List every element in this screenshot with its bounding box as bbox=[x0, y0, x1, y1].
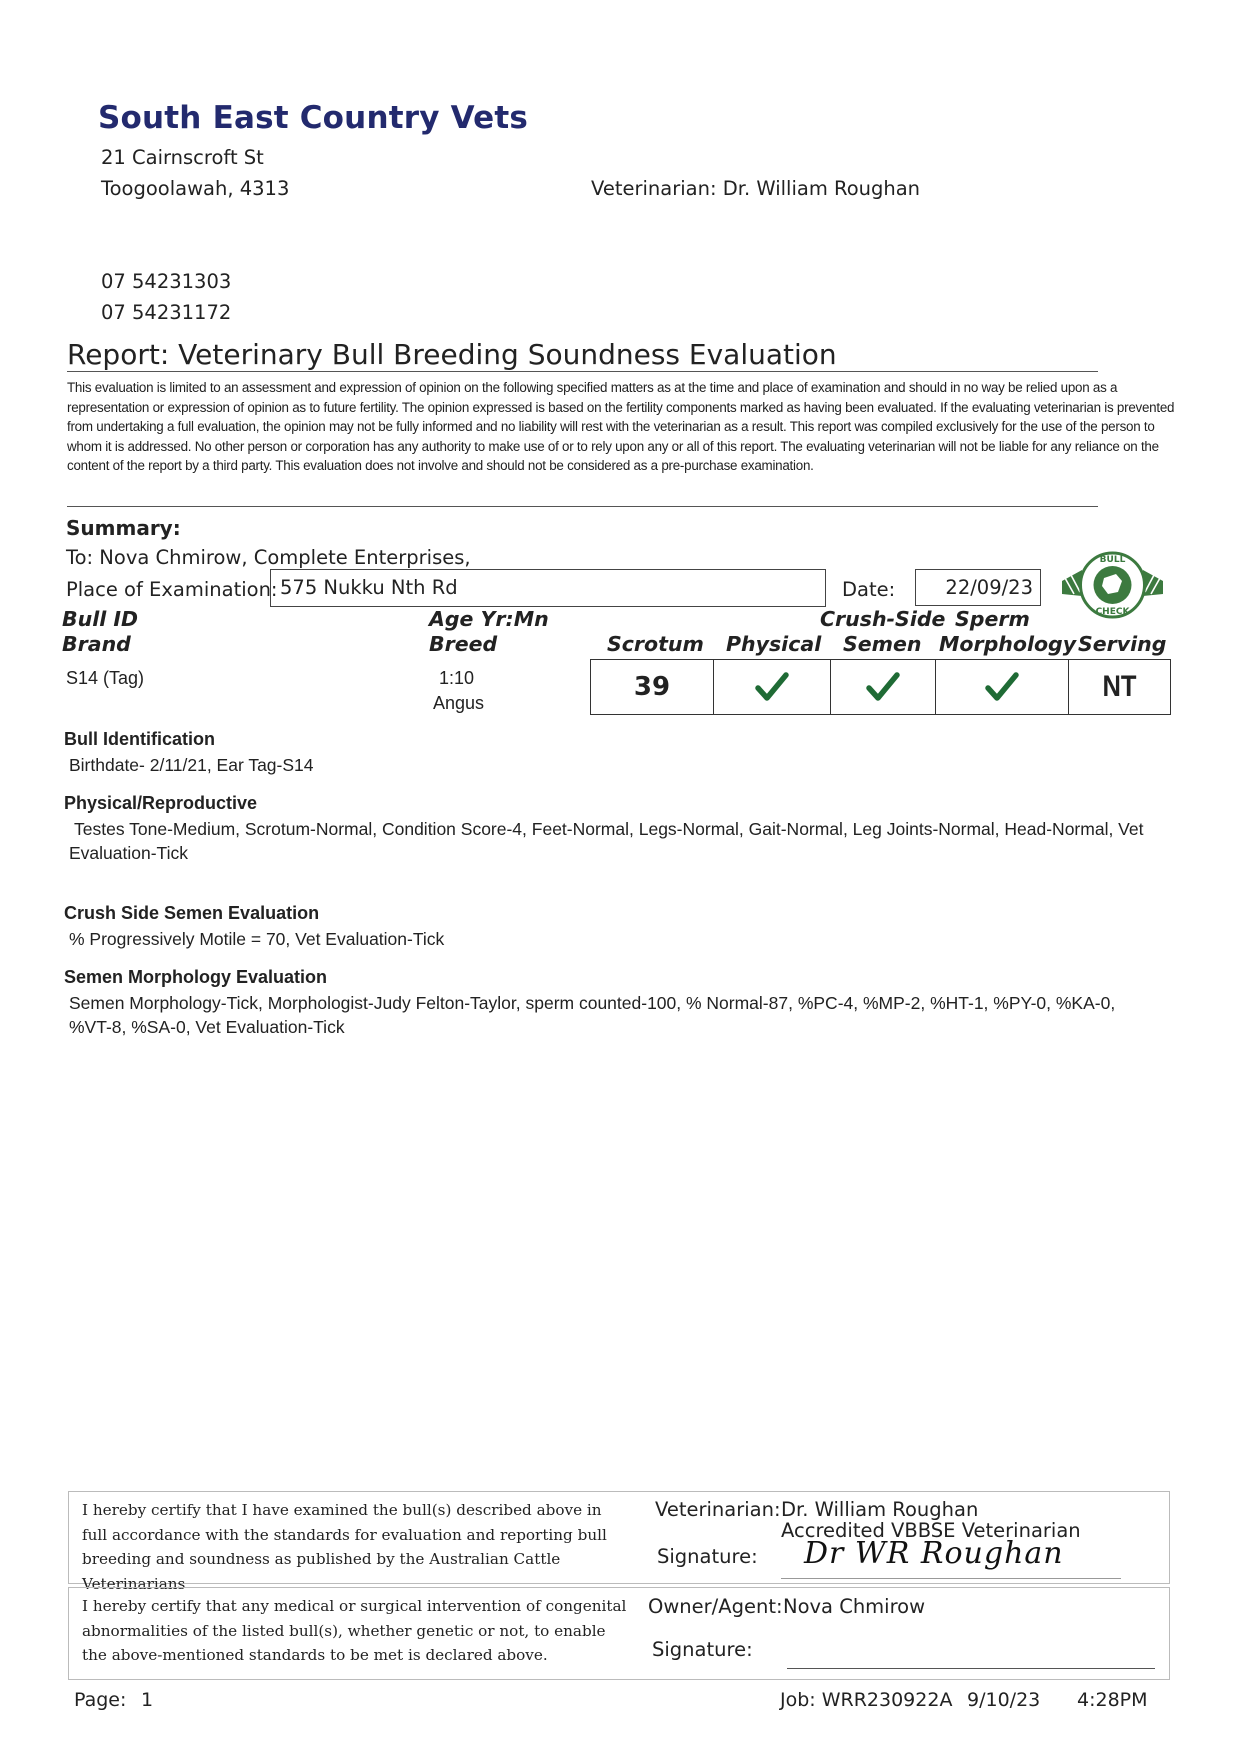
vet-signature: Dr WR Roughan bbox=[804, 1536, 1064, 1571]
header-age: Age Yr:Mn bbox=[429, 607, 549, 631]
section-title-physical: Physical/Reproductive bbox=[64, 793, 258, 813]
results-grid bbox=[590, 659, 1171, 715]
page-number: 1 bbox=[141, 1689, 154, 1711]
clinic-address-line1: 21 Cairnscroft St bbox=[101, 146, 264, 169]
serving-value: NT bbox=[1102, 670, 1137, 703]
header-physical: Physical bbox=[726, 632, 822, 656]
owner-signature-label: Signature: bbox=[652, 1638, 753, 1661]
logo-text-top: BULL bbox=[1099, 555, 1126, 565]
summary-recipient: To: Nova Chmirow, Complete Enterprises, bbox=[66, 546, 471, 569]
clinic-veterinarian: Veterinarian: Dr. William Roughan bbox=[591, 177, 921, 200]
title-divider bbox=[67, 371, 1098, 372]
vet-accreditation: Accredited VBBSE Veterinarian bbox=[781, 1519, 1081, 1542]
job-number: Job: WRR230922A bbox=[780, 1689, 953, 1711]
header-serving: Serving bbox=[1078, 632, 1167, 656]
bull-check-logo bbox=[1060, 548, 1165, 626]
section-body-bull-identification: Birthdate- 2/11/21, Ear Tag-S14 bbox=[69, 755, 314, 775]
clinic-name: South East Country Vets bbox=[98, 100, 529, 136]
owner-label: Owner/Agent: bbox=[648, 1595, 783, 1618]
header-sperm: Sperm bbox=[955, 607, 1030, 631]
header-morphology: Morphology bbox=[939, 632, 1077, 656]
section-body-physical: Testes Tone-Medium, Scrotum-Normal, Condition Score-4, Feet-Normal, Legs-Normal, Gait-Normal, Leg Joints-Normal, Head-Normal, Vet Evaluation-Tick bbox=[69, 819, 1144, 863]
disclaimer-divider bbox=[67, 506, 1098, 507]
vet-signature-label: Signature: bbox=[657, 1545, 758, 1568]
date-label: Date: bbox=[842, 578, 896, 601]
physical-check-icon bbox=[714, 660, 830, 714]
vet-certification-box bbox=[68, 1491, 1170, 1593]
semen-check-icon bbox=[831, 660, 935, 714]
scrotum-value: 39 bbox=[633, 672, 671, 702]
vet-label: Veterinarian: bbox=[655, 1498, 781, 1521]
owner-certification-statement: I hereby certify that any medical or surgical intervention of congenital abnormalities of the listed bull(s), whether genetic or not, to enable the above-mentioned standards to be met is declared above. bbox=[82, 1597, 627, 1664]
disclaimer-text: This evaluation is limited to an assessment and expression of opinion on the following specified matters as at the time and place of examination and should in no way be relied upon as a representation or expression of opinion as to future fertility. The opinion expressed is based on the fertility components marked as having been evaluated. If the evaluating veterinarian is prevented from undertaking a full evaluation, the opinion may not be fully informed and no liability will rest with the veterinarian as a result. This report was compiled exclusively for the use of the person to whom it is addressed. No other person or corporation has any authority to make use of or to rely upon any or all of this report. The evaluating veterinarian will not be liable for any reliance on the content of the report by a third party. This evaluation does not involve and should not be considered as a pre-purchase examination. bbox=[67, 380, 1175, 473]
vet-certification-statement: I hereby certify that I have examined the bull(s) described above in full accordance with the standards for evaluation and reporting bull breeding and soundness as published by the Australian Cattle Veterinarians bbox=[82, 1501, 607, 1593]
vet-signature-line bbox=[781, 1578, 1121, 1579]
place-of-examination-label: Place of Examination: bbox=[66, 578, 278, 601]
summary-heading: Summary: bbox=[66, 516, 181, 540]
bull-check-logo-icon bbox=[1060, 548, 1165, 626]
owner-certification-box bbox=[68, 1587, 1170, 1680]
clinic-address-line2: Toogoolawah, 4313 bbox=[101, 177, 290, 200]
age-value: 1:10 bbox=[439, 668, 475, 688]
date-value: 22/09/23 bbox=[945, 576, 1033, 599]
job-date: 9/10/23 bbox=[967, 1689, 1041, 1711]
clinic-phone-1: 07 54231303 bbox=[101, 270, 232, 293]
morphology-check-icon bbox=[936, 660, 1068, 714]
clinic-phone-2: 07 54231172 bbox=[101, 301, 232, 324]
section-body-morphology: Semen Morphology-Tick, Morphologist-Judy Felton-Taylor, sperm counted-100, % Normal-87, %PC-4, %MP-2, %HT-1, %PY-0, %KA-0, %VT-8, %SA-0, Vet Evaluation-Tick bbox=[69, 993, 1116, 1037]
header-brand: Brand bbox=[62, 632, 131, 656]
section-title-morphology: Semen Morphology Evaluation bbox=[64, 967, 328, 987]
section-body-crush-side: % Progressively Motile = 70, Vet Evaluation-Tick bbox=[69, 929, 445, 949]
breed-value: Angus bbox=[433, 693, 485, 713]
section-title-bull-identification: Bull Identification bbox=[64, 729, 215, 749]
vet-name: Dr. William Roughan bbox=[781, 1498, 979, 1521]
header-semen: Semen bbox=[843, 632, 922, 656]
section-title-crush-side: Crush Side Semen Evaluation bbox=[64, 903, 320, 923]
grid-divider bbox=[1068, 660, 1069, 714]
header-breed: Breed bbox=[429, 632, 498, 656]
bull-id-value: S14 (Tag) bbox=[66, 668, 145, 688]
place-of-examination-value: 575 Nukku Nth Rd bbox=[280, 576, 458, 599]
owner-signature-line bbox=[787, 1668, 1155, 1669]
job-time: 4:28PM bbox=[1077, 1689, 1148, 1711]
owner-name: Nova Chmirow bbox=[783, 1595, 926, 1618]
logo-text-bottom: CHECK bbox=[1095, 607, 1130, 617]
place-of-examination-field bbox=[270, 569, 826, 607]
header-crush-side: Crush-Side bbox=[820, 607, 946, 631]
date-field bbox=[915, 569, 1041, 606]
header-bull-id: Bull ID bbox=[62, 607, 139, 631]
page-label: Page: bbox=[74, 1689, 127, 1711]
report-title: Report: Veterinary Bull Breeding Soundness Evaluation bbox=[67, 338, 837, 371]
header-scrotum: Scrotum bbox=[607, 632, 704, 656]
